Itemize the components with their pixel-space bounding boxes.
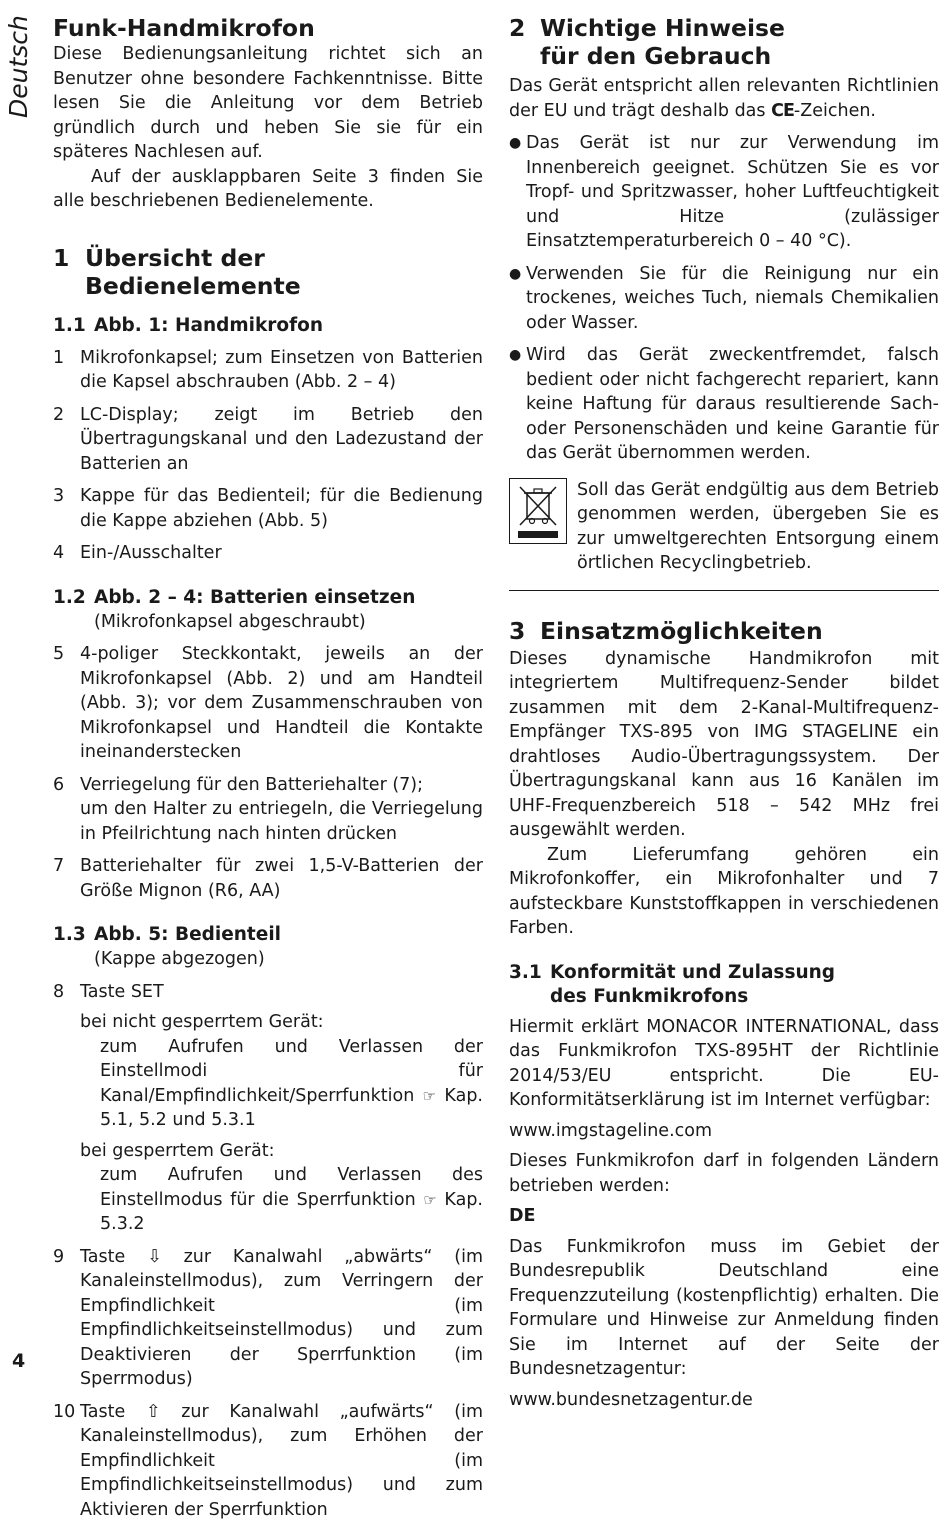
item-text: LC-Display; zeigt im Betrieb den Übertragungskanal und den Ladezustand der Batterien an bbox=[80, 403, 483, 477]
section-number: 1.2 bbox=[53, 586, 94, 610]
list-item bbox=[53, 484, 483, 533]
bullet-text: Wird das Gerät zweckentfremdet, falsch bedient oder nicht fachgerecht repariert, kann keine Haftung für daraus resultierende Sach- oder Personenschäden und keine Garantie für das Gerät übernommen werden. bbox=[526, 343, 939, 466]
ce-mark-icon: CE bbox=[771, 101, 794, 121]
right-column bbox=[509, 14, 939, 1412]
list-item bbox=[53, 541, 483, 566]
list-item bbox=[53, 1400, 483, 1522]
list-item bbox=[53, 980, 483, 1237]
conformity-paragraph: Hiermit erklärt MONACOR INTERNATIONAL, dass das Funkmikrofon TXS-895HT der Richtlinie 2014/53/EU entspricht. Die EU-Konformitätserklärung ist im Internet verfügbar: bbox=[509, 1015, 939, 1113]
paragraph-text: (kostenpflichtig) erhalten. Die Formulare und Hinweise zur Anmeldung finden Sie im Internet auf der Seite der Bundesnetzagentur: bbox=[509, 1286, 939, 1380]
item-text: Ein-/Ausschalter bbox=[80, 541, 483, 566]
item-list-1-2 bbox=[53, 642, 483, 903]
item-number: 2 bbox=[53, 403, 80, 477]
section-title: Abb. 5: Bedienteil bbox=[94, 923, 483, 947]
disposal-notice bbox=[509, 478, 939, 576]
item-number: 4 bbox=[53, 541, 80, 566]
item-number: 8 bbox=[53, 980, 80, 1237]
item-number: 5 bbox=[53, 642, 80, 765]
section-2-intro bbox=[509, 74, 939, 123]
page-number: 4 bbox=[12, 1350, 25, 1372]
item-number: 3 bbox=[53, 484, 80, 533]
section-number: 1.3 bbox=[53, 923, 94, 947]
section-number: 3.1 bbox=[509, 961, 550, 1009]
item-number: 7 bbox=[53, 854, 80, 903]
section-number: 1.1 bbox=[53, 314, 94, 338]
item-number: 9 bbox=[53, 1245, 80, 1392]
list-item bbox=[53, 642, 483, 765]
section-1-2-heading bbox=[53, 586, 483, 610]
section-number: 3 bbox=[509, 617, 540, 645]
list-item bbox=[509, 343, 939, 466]
section-2-heading bbox=[509, 14, 939, 70]
list-item bbox=[53, 1245, 483, 1392]
list-item bbox=[509, 262, 939, 336]
section-number: 1 bbox=[53, 244, 85, 300]
section-title: Wichtige Hinweise bbox=[540, 14, 939, 42]
section-1-2-subtitle: (Mikrofonkapsel abgeschraubt) bbox=[53, 610, 483, 635]
language-side-tab bbox=[4, 14, 36, 124]
section-3-heading bbox=[509, 617, 939, 645]
item-list-1-1 bbox=[53, 346, 483, 566]
imgstageline-url[interactable]: www.imgstageline.com bbox=[509, 1119, 939, 1144]
list-item bbox=[53, 773, 483, 847]
section-1-heading bbox=[53, 244, 483, 300]
intro-text: Das Gerät entspricht allen relevanten Richtlinien der EU und trägt deshalb das bbox=[509, 76, 939, 121]
hand-pointer-icon: ☞ bbox=[423, 1087, 436, 1105]
countries-paragraph: Dieses Funkmikrofon darf in folgenden Ländern betrieben werden: bbox=[509, 1149, 939, 1198]
section-title: Einsatzmöglichkeiten bbox=[540, 617, 939, 645]
section-divider bbox=[509, 590, 939, 591]
bullet-icon: ● bbox=[509, 262, 526, 336]
section-title: des Funkmikrofons bbox=[550, 985, 939, 1009]
section-1-3-subtitle: (Kappe abgezogen) bbox=[53, 947, 483, 972]
bundesnetzagentur-url[interactable]: www.bundesnetzagentur.de bbox=[509, 1388, 939, 1413]
country-code: DE bbox=[509, 1204, 939, 1229]
item-number: 6 bbox=[53, 773, 80, 847]
item-number: 1 bbox=[53, 346, 80, 395]
bullet-icon: ● bbox=[509, 131, 526, 254]
item-text: um den Halter zu entriegeln, die Verriegelung in Pfeilrichtung nach hinten drücken bbox=[80, 797, 483, 846]
item-text: Taste ⇧ zur Kanalwahl „aufwärts“ (im Kanaleinstellmodus), zum Erhöhen der Empfindlichkeit (im Empfindlichkeitseinstellmodus) und zum Aktivieren der Sperrfunktion bbox=[80, 1400, 483, 1522]
list-item bbox=[53, 403, 483, 477]
chapter-reference: Kap. 5.3.2 bbox=[100, 1190, 483, 1235]
item-text: Batteriehalter für zwei 1,5-V-Batterien der Größe Mignon (R6, AA) bbox=[80, 854, 483, 903]
frequency-allocation-term: Frequenzzuteilung bbox=[509, 1286, 670, 1306]
safety-bullet-list bbox=[509, 131, 939, 466]
item-text: Taste SET bbox=[80, 980, 483, 1005]
section-title: Abb. 1: Handmikrofon bbox=[94, 314, 483, 338]
intro-paragraph-2: Auf der ausklappbaren Seite 3 finden Sie alle beschriebenen Bedienelemente. bbox=[53, 165, 483, 214]
section-title: Übersicht der Bedienelemente bbox=[85, 244, 483, 300]
intro-paragraph: Diese Bedienungsanleitung richtet sich an Benutzer ohne besondere Fachkenntnisse. Bitte lesen Sie die Anleitung vor dem Betrieb gründlich durch und heben Sie sie für ein späteres Nachlesen auf. bbox=[53, 42, 483, 165]
intro-text: -Zeichen. bbox=[794, 101, 876, 121]
item-text: Taste ⇩ zur Kanalwahl „abwärts“ (im Kanaleinstellmodus), zum Verringern der Empfindlichkeit (im Empfindlichkeitseinstellmodus) und zum Deaktivieren der Sperrfunktion (im Sperrmodus) bbox=[80, 1245, 483, 1392]
section-3-1-heading bbox=[509, 961, 939, 1009]
item-text: 4-poliger Steckkontakt, jeweils an der Mikrofonkapsel (Abb. 2) und am Handteil (Abb. 3); vor dem Zusammenschrauben von Mikrofonkapsel und Handteil die Kontakte ineinanderstecken bbox=[80, 642, 483, 765]
left-column bbox=[53, 14, 483, 1522]
section-3-paragraph: Dieses dynamische Handmikrofon mit integriertem Multifrequenz-Sender bildet zusammen mit dem 2-Kanal-Multifrequenz-Empfänger TXS-895 von IMG STAGELINE ein drahtloses Audio-Übertragungssystem. Der Übertragungskanal kann aus 16 Kanälen im UHF-Frequenzbereich 518 – 542 MHz frei ausgewählt werden. bbox=[509, 647, 939, 843]
section-3-paragraph-2: Zum Lieferumfang gehören ein Mikrofonkoffer, ein Mikrofonhalter und 7 aufsteckbare Kunststoffkappen in verschiedenen Farben. bbox=[509, 843, 939, 941]
item-subhead: bei gesperrtem Gerät: bbox=[80, 1139, 483, 1164]
item-text: Kappe für das Bedienteil; für die Bedienung die Kappe abziehen (Abb. 5) bbox=[80, 484, 483, 533]
item-text: Verriegelung für den Batteriehalter (7); bbox=[80, 773, 483, 798]
bullet-text: Das Gerät ist nur zur Verwendung im Innenbereich geeignet. Schützen Sie es vor Tropf- und Spritzwasser, hoher Luftfeuchtigkeit und Hitze (zulässiger Einsatztemperaturbereich 0 – 40 °C). bbox=[526, 131, 939, 254]
disposal-text: Soll das Gerät endgültig aus dem Betrieb genommen werden, übergeben Sie es zur umweltgerechten Entsorgung einem örtlichen Recyclingbetrieb. bbox=[577, 478, 939, 576]
list-item bbox=[53, 854, 483, 903]
section-number: 2 bbox=[509, 14, 540, 70]
frequency-paragraph bbox=[509, 1235, 939, 1382]
section-1-1-heading bbox=[53, 314, 483, 338]
section-title: Abb. 2 – 4: Batterien einsetzen bbox=[94, 586, 483, 610]
item-subhead: bei nicht gesperrtem Gerät: bbox=[80, 1010, 483, 1035]
chapter-reference: Kap. 5.1, 5.2 und 5.3.1 bbox=[100, 1086, 483, 1131]
section-1-3-heading bbox=[53, 923, 483, 947]
bullet-icon: ● bbox=[509, 343, 526, 466]
list-item bbox=[53, 346, 483, 395]
item-text: zum Aufrufen und Verlassen der Einstellmodi für Kanal/Empfindlichkeit/Sperrfunktion bbox=[100, 1037, 483, 1106]
list-item bbox=[509, 131, 939, 254]
section-title: Konformität und Zulassung bbox=[550, 961, 939, 985]
item-text: zum Aufrufen und Verlassen des Einstellmodus für die Sperrfunktion bbox=[100, 1165, 483, 1210]
bullet-text: Verwenden Sie für die Reinigung nur ein trockenes, weiches Tuch, niemals Chemikalien oder Wasser. bbox=[526, 262, 939, 336]
item-text: Mikrofonkapsel; zum Einsetzen von Batterien die Kapsel abschrauben (Abb. 2 – 4) bbox=[80, 346, 483, 395]
item-number: 10 bbox=[53, 1400, 80, 1522]
language-label: Deutsch bbox=[4, 15, 33, 118]
weee-crossed-bin-icon bbox=[509, 478, 567, 544]
section-title: für den Gebrauch bbox=[540, 42, 939, 70]
hand-pointer-icon: ☞ bbox=[423, 1191, 436, 1209]
paragraph-text: Das Funkmikrofon muss im Gebiet der Bundesrepublik Deutschland eine bbox=[509, 1237, 939, 1282]
document-title: Funk-Handmikrofon bbox=[53, 14, 483, 42]
